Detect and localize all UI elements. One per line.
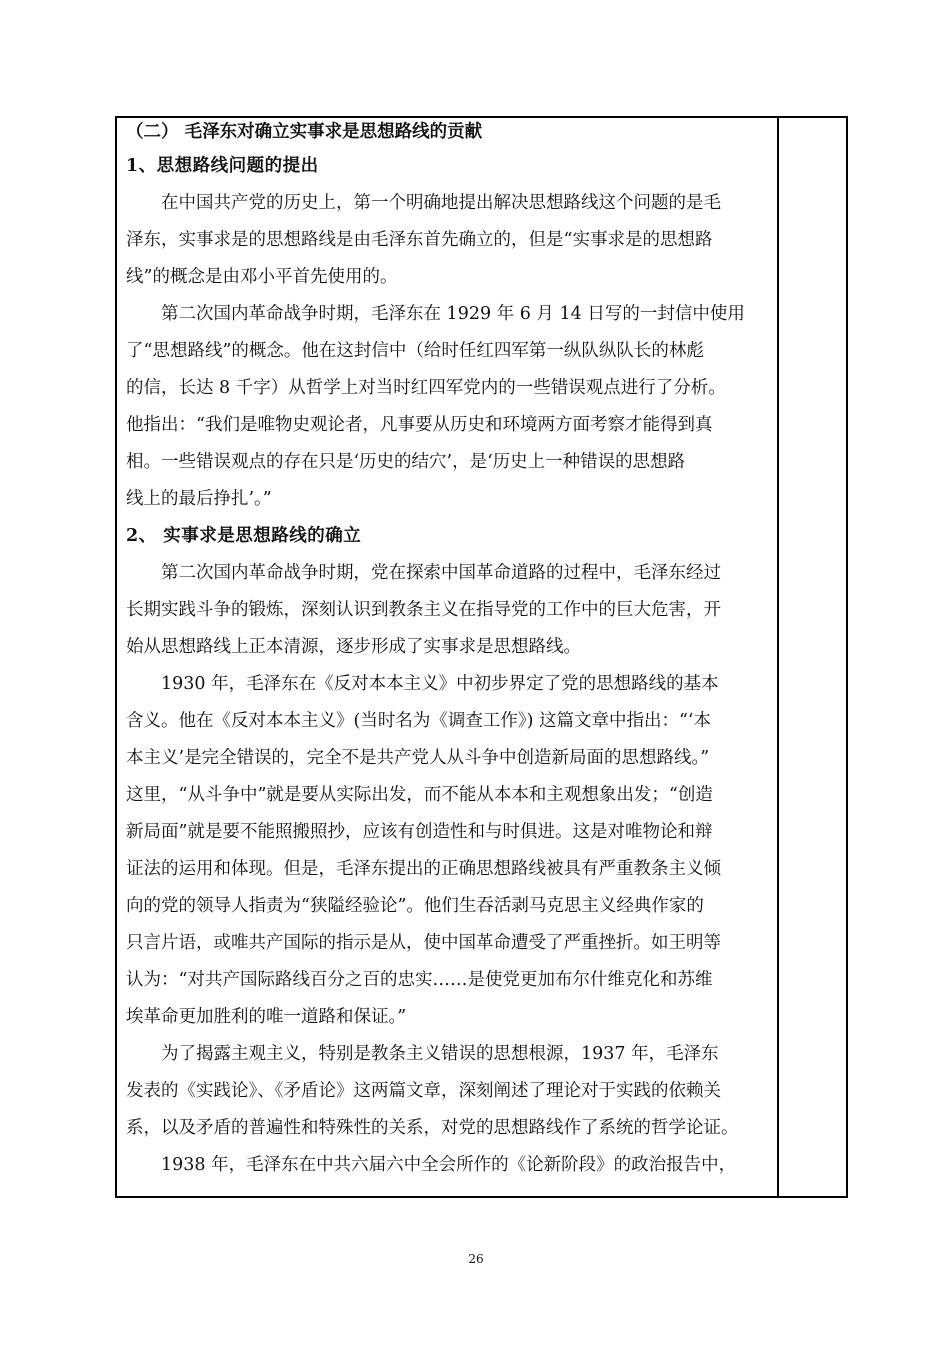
text-line: 泽东，实事求是的思想路线是由毛泽东首先确立的，但是“实事求是的思想路 (126, 230, 713, 250)
content-table (115, 116, 848, 1198)
text-line: 证法的运用和体现。但是，毛泽东提出的正确思想路线被具有严重教条主义倾 (126, 859, 721, 879)
paragraph (126, 1147, 768, 1184)
paragraph (126, 555, 768, 666)
table-column-divider (777, 118, 779, 1196)
text-line: 线”的概念是由邓小平首先使用的。 (126, 267, 398, 287)
text-line: 只言片语，或唯共产国际的指示是从，使中国革命遭受了严重挫折。如王明等 (126, 933, 721, 953)
text-line: 线上的最后挣扎’。” (126, 489, 272, 509)
text-line: 他指出：“我们是唯物史观论者，凡事要从历史和环境两方面考察才能得到真 (126, 415, 713, 435)
text-line: 本主义’是完全错误的，完全不是共产党人从斗争中创造新局面的思想路线。” (126, 748, 710, 768)
paragraph (126, 296, 768, 518)
subsection-title-1: 1、思想路线问题的提出 (126, 156, 319, 176)
text-line: 向的党的领导人指责为“狭隘经验论”。他们生吞活剥马克思主义经典作家的 (126, 896, 704, 916)
subsection-1-body (126, 185, 768, 518)
text-line: 1930 年，毛泽东在《反对本本主义》中初步界定了党的思想路线的基本 (161, 674, 719, 694)
text-line: 长期实践斗争的锻炼，深刻认识到教条主义在指导党的工作中的巨大危害，开 (126, 600, 721, 620)
text-line: 在中国共产党的历史上，第一个明确地提出解决思想路线这个问题的是毛 (161, 193, 721, 213)
text-line: 始从思想路线上正本清源，逐步形成了实事求是思想路线。 (126, 637, 581, 657)
subsection-title-2: 2、 实事求是思想路线的确立 (126, 526, 362, 546)
text-line: 的信，长达 8 千字）从哲学上对当时红四军党内的一些错误观点进行了分析。 (126, 378, 726, 398)
text-line: 1938 年，毛泽东在中共六届六中全会所作的《论新阶段》的政治报告中， (161, 1155, 737, 1175)
text-line: 新局面”就是要不能照搬照抄，应该有创造性和与时俱进。这是对唯物论和辩 (126, 822, 713, 842)
text-line: 第二次国内革命战争时期，毛泽东在 1929 年 6 月 14 日写的一封信中使用 (161, 304, 745, 324)
main-text-cell (117, 118, 777, 1184)
text-line: 相。一些错误观点的存在只是‘历史的结穴’，是‘历史上一种错误的思想路 (126, 452, 686, 472)
page-number: 26 (468, 1252, 484, 1266)
text-line: 这里，“从斗争中”就是要从实际出发，而不能从本本和主观想象出发；“创造 (126, 785, 713, 805)
text-line: 第二次国内革命战争时期，党在探索中国革命道路的过程中，毛泽东经过 (161, 563, 721, 583)
text-line: 认为：“对共产国际路线百分之百的忠实……是使党更加布尔什维克化和苏维 (126, 970, 713, 990)
text-line: 含义。他在《反对本本主义》(当时名为《调查工作》) 这篇文章中指出：“‘本 (126, 711, 711, 731)
section-title: （二） 毛泽东对确立实事求是思想路线的贡献 (126, 122, 483, 142)
paragraph (126, 666, 768, 1036)
text-line: 系，以及矛盾的普遍性和特殊性的关系，对党的思想路线作了系统的哲学论证。 (126, 1118, 739, 1138)
text-line: 为了揭露主观主义，特别是教条主义错误的思想根源，1937 年，毛泽东 (161, 1044, 719, 1064)
paragraph (126, 185, 768, 296)
subsection-2-body (126, 555, 768, 1184)
text-line: 了“思想路线”的概念。他在这封信中（给时任红四军第一纵队纵队长的林彪 (126, 341, 704, 361)
paragraph (126, 1036, 768, 1147)
text-line: 埃革命更加胜利的唯一道路和保证。” (126, 1007, 407, 1027)
text-line: 发表的《实践论》、《矛盾论》这两篇文章，深刻阐述了理论对于实践的依赖关 (126, 1081, 721, 1101)
